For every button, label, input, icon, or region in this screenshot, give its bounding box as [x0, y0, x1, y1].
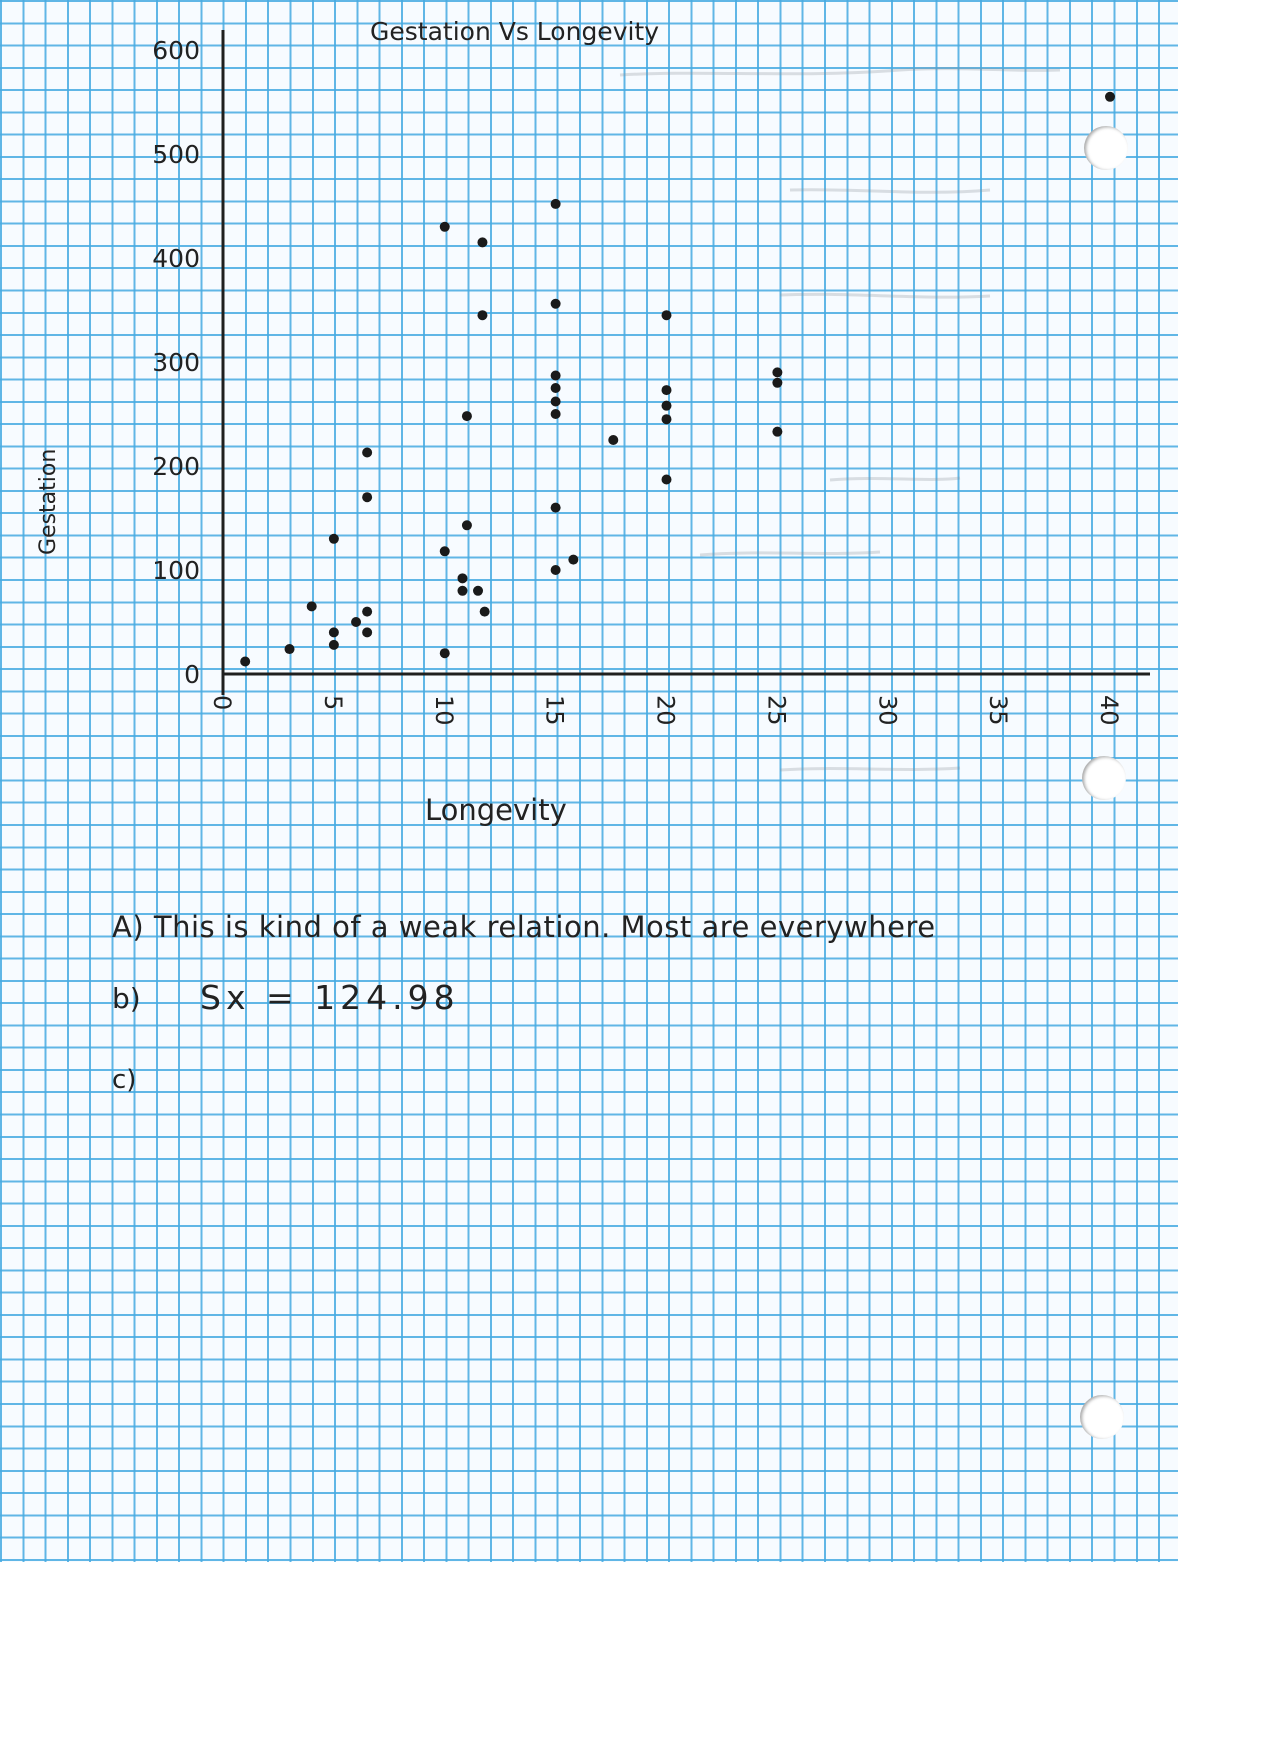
data-point: [329, 627, 339, 637]
y-tick-label: 300: [152, 348, 200, 377]
y-tick-label: 400: [152, 244, 200, 273]
data-point: [551, 409, 561, 419]
x-tick-label: 10: [429, 695, 458, 726]
data-point: [351, 617, 361, 627]
x-axis-label: Longevity: [425, 793, 567, 827]
y-tick-label: 100: [152, 556, 200, 585]
x-tick-label: 0: [208, 695, 236, 711]
data-point: [457, 573, 467, 583]
data-point: [440, 546, 450, 556]
answer-b: Sx = 124.98: [200, 978, 460, 1017]
y-tick-labels: [152, 36, 200, 689]
binder-hole-middle: [1082, 756, 1126, 800]
data-point: [240, 657, 250, 667]
data-point: [1105, 92, 1115, 102]
data-point: [551, 299, 561, 309]
data-point: [307, 601, 317, 611]
data-point: [551, 565, 561, 575]
data-point: [772, 378, 782, 388]
answer-a: A) This is kind of a weak relation. Most are everywhere: [112, 910, 936, 944]
data-point: [551, 503, 561, 513]
data-point: [440, 648, 450, 658]
data-point: [473, 586, 483, 596]
data-point: [462, 411, 472, 421]
data-point: [662, 475, 672, 485]
y-tick-label: 600: [152, 36, 200, 65]
data-point: [568, 555, 578, 565]
x-tick-label: 20: [651, 695, 680, 726]
x-tick-label: 35: [984, 695, 1013, 726]
y-tick-label: 0: [184, 660, 200, 689]
chart-title: Gestation Vs Longevity: [370, 17, 660, 46]
data-point: [662, 310, 672, 320]
y-tick-label: 500: [152, 140, 200, 169]
x-tick-label: 40: [1095, 695, 1123, 726]
data-point: [457, 586, 467, 596]
data-point: [772, 427, 782, 437]
y-axis-label: Gestation: [36, 448, 61, 555]
data-point: [329, 534, 339, 544]
data-point: [551, 371, 561, 381]
x-tick-labels: [208, 695, 1123, 726]
data-point: [329, 640, 339, 650]
data-point: [362, 627, 372, 637]
data-point: [662, 401, 672, 411]
data-point: [362, 607, 372, 617]
binder-hole-top: [1084, 126, 1128, 170]
data-points: [240, 92, 1115, 667]
data-point: [551, 397, 561, 407]
x-tick-label: 25: [762, 695, 791, 726]
binder-hole-bottom: [1080, 1395, 1124, 1439]
y-tick-label: 200: [152, 452, 200, 481]
data-point: [477, 237, 487, 247]
x-tick-label: 30: [873, 695, 902, 726]
data-point: [285, 644, 295, 654]
data-point: [362, 492, 372, 502]
answer-c-label: c): [112, 1065, 137, 1095]
data-point: [477, 310, 487, 320]
x-tick-label: 5: [318, 695, 347, 711]
data-point: [662, 385, 672, 395]
data-point: [440, 222, 450, 232]
data-point: [772, 367, 782, 377]
axes: [223, 30, 1150, 695]
data-point: [608, 435, 618, 445]
data-point: [362, 447, 372, 457]
data-point: [551, 199, 561, 209]
scatter-chart: [0, 0, 1178, 880]
data-point: [462, 520, 472, 530]
x-tick-label: 15: [540, 695, 569, 726]
data-point: [662, 414, 672, 424]
answer-b-label: b): [112, 982, 141, 1015]
data-point: [551, 383, 561, 393]
data-point: [480, 607, 490, 617]
